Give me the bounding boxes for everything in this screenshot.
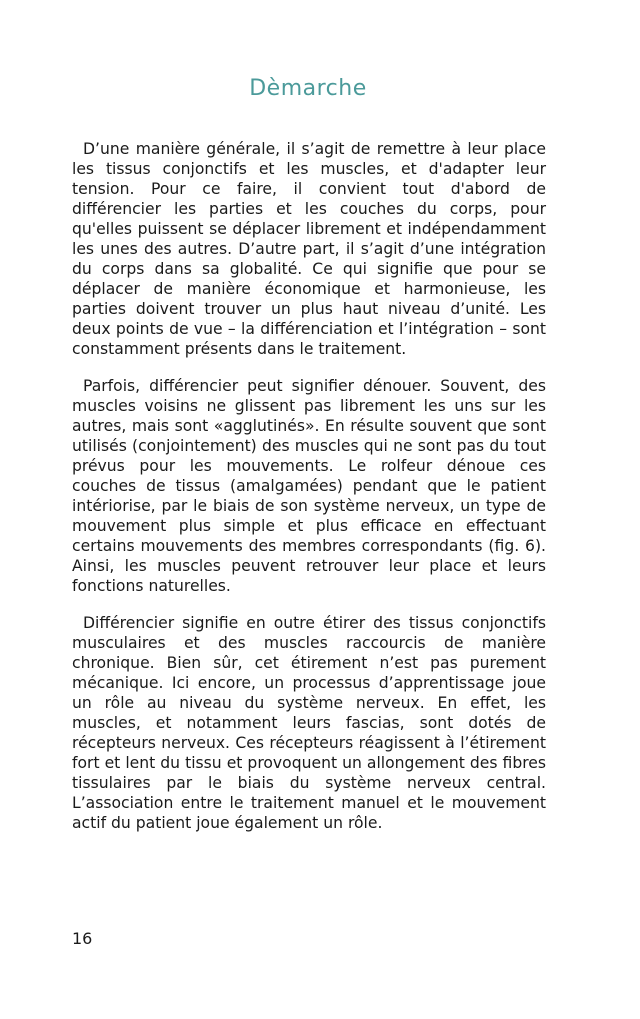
section-heading: Dèmarche: [249, 76, 367, 101]
paragraph-3: Différencier signifie en outre étirer des tissus conjonctifs musculaires et des muscles raccourcis de manière chronique. Bien sûr, cet étirement n’est pas purement mécanique. Ici encore, un processus d’apprentissage joue un rôle au niveau du système nerveux. En effet, les muscles, et notamment leurs fascias, sont dotés de récepteurs nerveux. Ces récepteurs réagissent à l’étirement fort et lent du tissu et provoquent un allongement des fibres tissulaires par le biais du système nerveux central. L’association entre le traitement manuel et le mouvement actif du patient joue également un rôle.: [72, 614, 546, 832]
page-number: 16: [72, 929, 93, 948]
body-text: [72, 139, 546, 850]
paragraph-1: D’une manière générale, il s’agit de remettre à leur place les tissus conjonctifs et les muscles, et d'adapter leur tension. Pour ce faire, il convient tout d'abord de différencier les parties et les couches du corps, pour qu'elles puissent se déplacer librement et indépendamment les unes des autres. D’autre part, il s’agit d’une intégration du corps dans sa globalité. Ce qui signifie que pour se déplacer de manière économique et harmonieuse, les parties doivent trouver un plus haut niveau d’unité. Les deux points de vue – la différenciation et l’intégration – sont constamment présents dans le traitement.: [72, 140, 546, 358]
paragraph-2: Parfois, différencier peut signifier dénouer. Souvent, des muscles voisins ne glissent pas librement les uns sur les autres, mais sont «agglutinés». En résulte souvent que sont utilisés (conjointement) des muscles qui ne sont pas du tout prévus pour les mouvements. Le rolfeur dénoue ces couches de tissus (amalgamées) pendant que le patient intériorise, par le biais de son système nerveux, un type de mouvement plus simple et plus efficace en effectuant certains mouvements des membres correspondants (fig. 6). Ainsi, les muscles peuvent retrouver leur place et leurs fonctions naturelles.: [72, 377, 546, 595]
